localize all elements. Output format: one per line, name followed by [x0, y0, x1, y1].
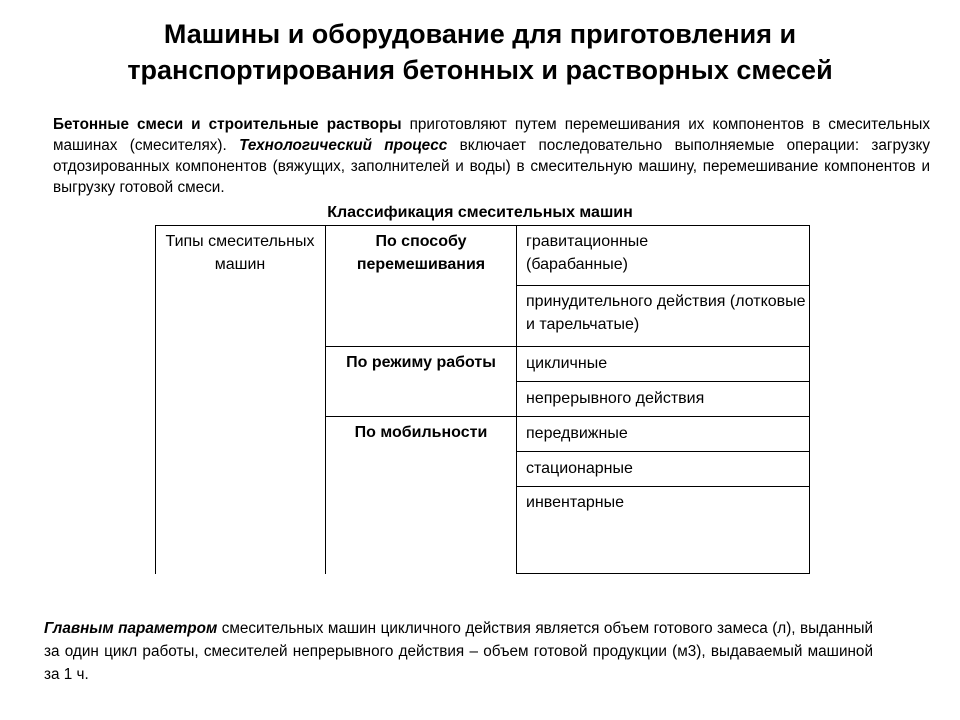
footer-paragraph	[44, 617, 873, 686]
table-line	[325, 225, 326, 574]
table-line	[516, 451, 810, 452]
intro-paragraph	[53, 114, 930, 198]
item-mobile: передвижные	[526, 425, 628, 442]
item-gravity: гравитационные (барабанные)	[526, 233, 649, 273]
intro-bold-lead: Бетонные смеси и строительные растворы	[53, 116, 402, 133]
group-label-mobility: По мобильности	[354, 424, 488, 441]
item-stationary: стационарные	[526, 460, 633, 477]
footer-bold-italic: Главным параметром	[44, 620, 218, 637]
item-forced-action: принудительного действия (лотковые и тарельчатые)	[526, 293, 806, 333]
group-label-mixing-method: По способу перемешивания	[356, 233, 486, 273]
classification-title: Классификация смесительных машин	[327, 204, 633, 221]
page-title	[40, 16, 920, 88]
group-label-operating-mode: По режиму работы	[346, 354, 496, 371]
intro-text-2: включает последовательно выполняемые операции: загрузку отдозированных компонентов (вяжущих, заполнителей и воды) в смесительную машину, перемешивание компонентов и выгрузку готовой смеси.	[53, 137, 930, 196]
table-line	[809, 225, 810, 574]
footer-text: смесительных машин цикличного действия является объем готового замеса (л), выданный за один цикл работы, смесителей непрерывного действия – объем готовой продукции (м3), выдаваемый машиной за 1 ч.	[44, 620, 873, 683]
table-line	[516, 381, 810, 382]
table-line	[516, 225, 517, 574]
table-line	[325, 416, 810, 417]
intro-text-1: приготовляют путем перемешивания их компонентов в смесительных машинах (смесителях).	[53, 116, 930, 154]
table-line	[155, 225, 810, 226]
item-continuous: непрерывного действия	[526, 390, 705, 407]
table-line	[516, 573, 810, 574]
title-line-2: транспортирования бетонных и растворных смесей	[127, 55, 833, 85]
mixer-types-cell: Типы смесительных машин	[165, 233, 315, 273]
item-cyclic: цикличные	[526, 355, 608, 372]
title-line-1: Машины и оборудование для приготовления и	[163, 19, 797, 49]
table-line	[516, 285, 810, 286]
item-inventory: инвентарные	[526, 494, 625, 511]
table-line	[155, 225, 156, 574]
intro-bold-italic: Технологический процесс	[239, 137, 448, 154]
table-line	[325, 346, 810, 347]
table-line	[516, 486, 810, 487]
